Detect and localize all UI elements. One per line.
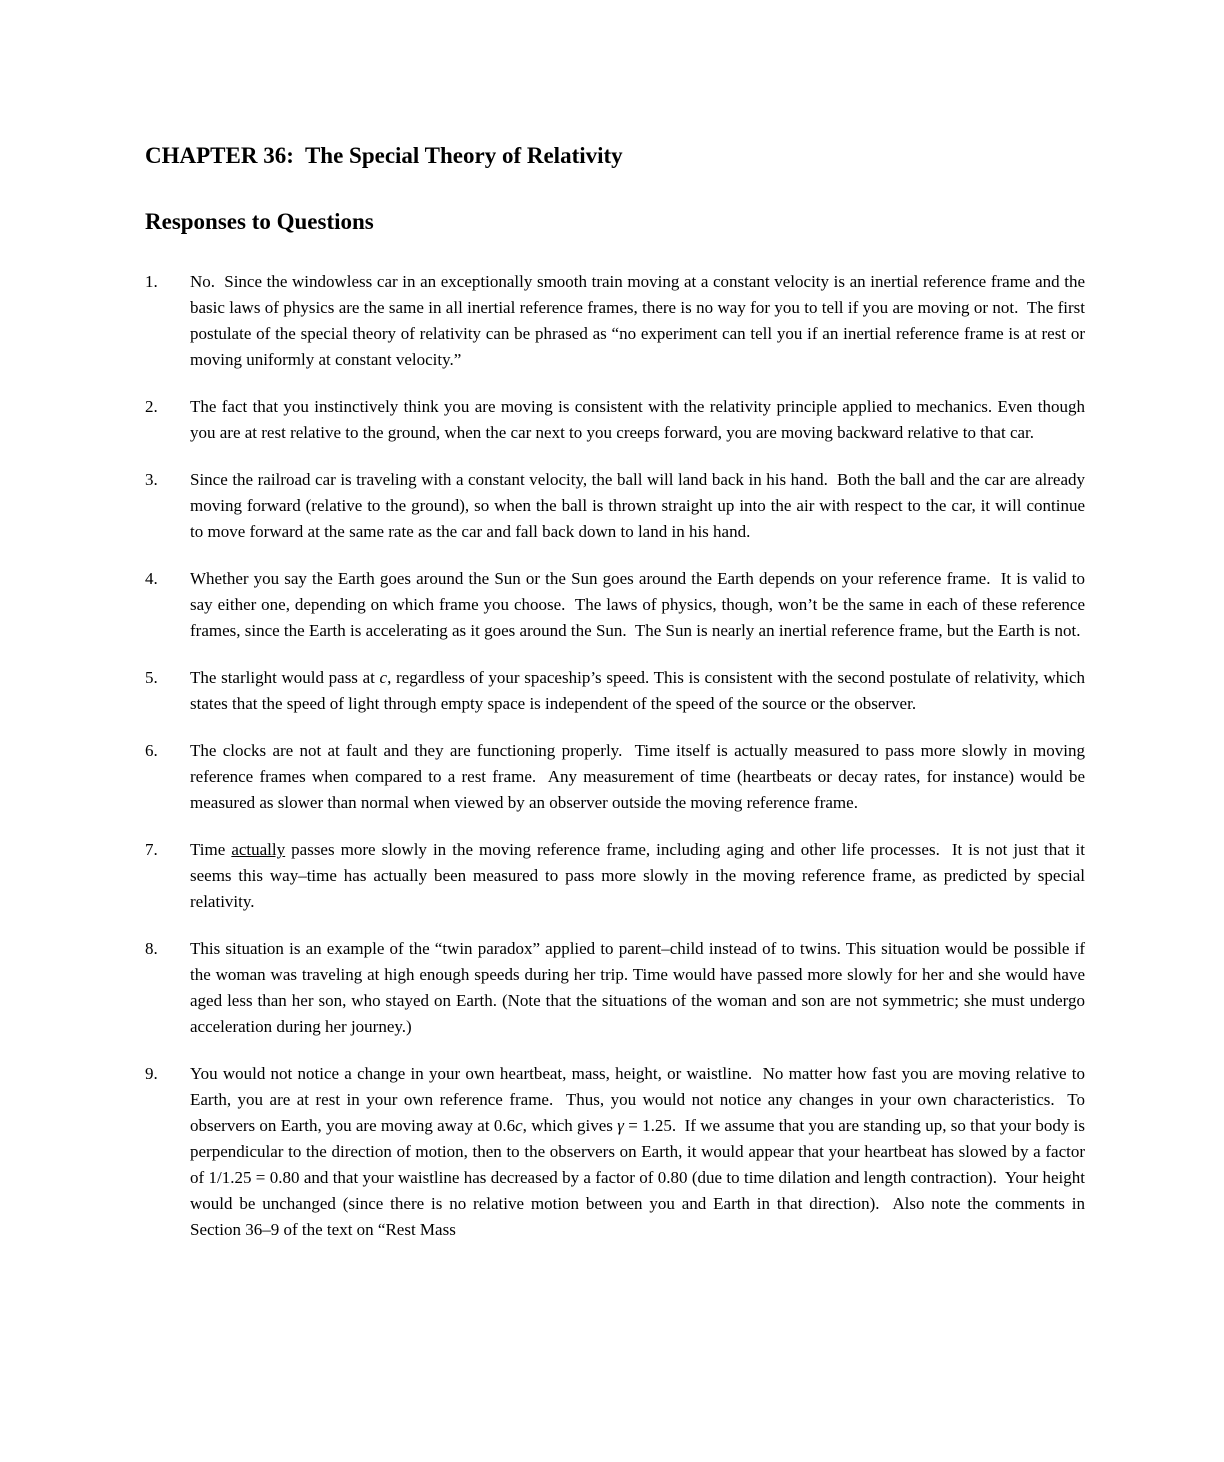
question-number: 2.: [145, 397, 158, 416]
question-text: [190, 269, 1090, 373]
question-text: [190, 467, 1090, 545]
text-segment: , which gives: [522, 1116, 618, 1135]
text-segment: The starlight would pass at: [190, 668, 380, 687]
question-number: 6.: [145, 741, 158, 760]
text-segment: This situation is an example of the “twin paradox” applied to parent–child instead of to twins. This situation would be possible if the woman was traveling at high enough speeds during her trip. Time would have passed more slowly for her and she would have aged less than her son, who stayed on Earth. (Note that the situations of the woman and son are not symmetric; she must undergo acceleration during her journey.): [190, 939, 1090, 1036]
question-text: [190, 1061, 1090, 1243]
text-segment: , regardless of your spaceship’s speed. This is consistent with the second postulate of relativity, which states that the speed of light through empty space is independent of the speed of the source or the observer.: [190, 668, 1090, 713]
text-segment: actually: [231, 840, 286, 859]
questions-list: [145, 269, 1090, 1243]
section-title: Responses to Questions: [145, 209, 374, 234]
question-item: [145, 566, 1090, 644]
question-item: [145, 837, 1090, 915]
text-segment: passes more slowly in the moving reference frame, including aging and other life processes. It is not just that it seems this way–time has actually been measured to pass more slowly in the moving reference frame, as predicted by special relativity.: [190, 840, 1090, 911]
question-text: [190, 936, 1090, 1040]
question-text: [190, 837, 1090, 915]
text-segment: = 1.25. If we assume that you are standing up, so that your body is perpendicular to the direction of motion, then to the observers on Earth, it would appear that your heartbeat has slowed by a factor of 1/1.25 = 0.80 and that your waistline has decreased by a factor of 0.80 (due to time dilation and length contraction). Your height would be unchanged (since there is no relative motion between you and Earth in that direction). Also note the comments in Section 36–9 of the text on “Rest Mass: [190, 1116, 1090, 1239]
text-segment: You would not notice a change in your own heartbeat, mass, height, or waistline. No matter how fast you are moving relative to Earth, you are at rest in your own reference frame. Thus, you would not notice any changes in your own characteristics. To observers on Earth, you are moving away at 0.6: [190, 1064, 1090, 1135]
question-number: 3.: [145, 470, 158, 489]
question-number: 4.: [145, 569, 158, 588]
question-item: [145, 1061, 1090, 1243]
question-text: [190, 566, 1090, 644]
question-number: 7.: [145, 840, 158, 859]
question-item: [145, 269, 1090, 373]
question-number: 5.: [145, 668, 158, 687]
question-number: 8.: [145, 939, 158, 958]
question-number: 9.: [145, 1064, 158, 1083]
question-text: [190, 665, 1090, 717]
question-number: 1.: [145, 272, 158, 291]
text-segment: c: [515, 1116, 523, 1135]
text-segment: γ: [617, 1116, 624, 1135]
text-segment: Whether you say the Earth goes around the Sun or the Sun goes around the Earth depends on your reference frame. It is valid to say either one, depending on which frame you choose. The laws of physics, though, won’t be the same in each of these reference frames, since the Earth is accelerating as it goes around the Sun. The Sun is nearly an inertial reference frame, but the Earth is not.: [190, 569, 1090, 640]
question-text: [190, 738, 1090, 816]
text-segment: Since the railroad car is traveling with a constant velocity, the ball will land back in his hand. Both the ball and the car are already moving forward (relative to the ground), so when the ball is thrown straight up into the air with respect to the car, it will continue to move forward at the same rate as the car and fall back down to land in his hand.: [190, 470, 1090, 541]
question-item: [145, 467, 1090, 545]
question-text: [190, 394, 1090, 446]
question-item: [145, 665, 1090, 717]
question-item: [145, 936, 1090, 1040]
text-segment: c: [379, 668, 388, 687]
text-segment: The clocks are not at fault and they are functioning properly. Time itself is actually measured to pass more slowly in moving reference frames when compared to a rest frame. Any measurement of time (heartbeats or decay rates, for instance) would be measured as slower than normal when viewed by an observer outside the moving reference frame.: [190, 741, 1090, 812]
text-segment: Time: [190, 840, 232, 859]
question-item: [145, 738, 1090, 816]
text-segment: No. Since the windowless car in an exceptionally smooth train moving at a constant velocity is an inertial reference frame and the basic laws of physics are the same in all inertial reference frames, there is no way for you to tell if you are moving or not. The first postulate of the special theory of relativity can be phrased as “no experiment can tell you if an inertial reference frame is at rest or moving uniformly at constant velocity.”: [190, 272, 1090, 369]
text-segment: The fact that you instinctively think you are moving is consistent with the relativity principle applied to mechanics. Even though you are at rest relative to the ground, when the car next to you creeps forward, you are moving backward relative to that car.: [190, 397, 1090, 442]
chapter-title: CHAPTER 36: The Special Theory of Relativity: [145, 143, 623, 168]
question-item: [145, 394, 1090, 446]
